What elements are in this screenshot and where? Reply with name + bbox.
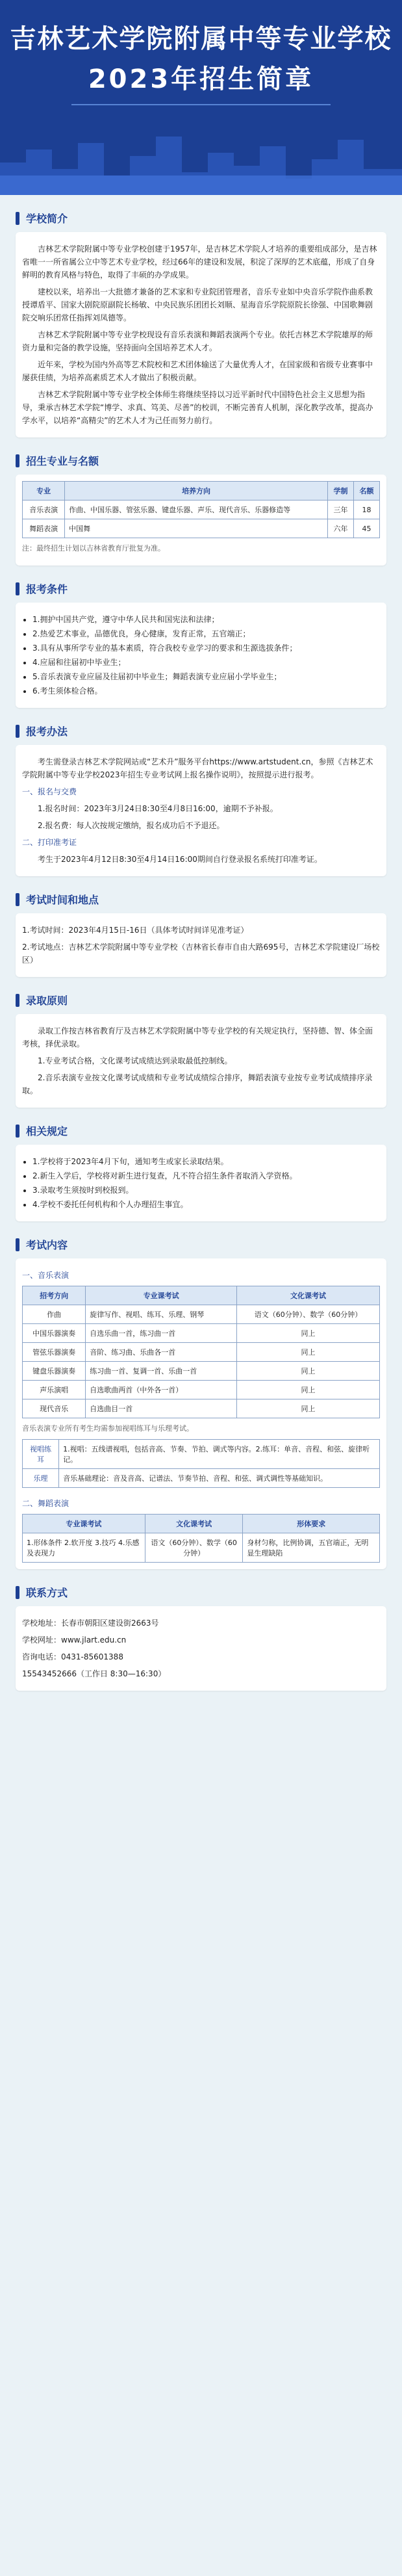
signup-subheading: 一、报名与交费 <box>22 787 77 796</box>
exam-box <box>16 913 386 977</box>
theory-val: 1.视唱：五线谱视唱，包括音高、节奏、节拍、调式等内容。2.练耳：单音、音程、和弦、旋律听记。 <box>59 1440 380 1469</box>
theory-row <box>23 1440 380 1469</box>
header-divider <box>71 104 331 105</box>
music-cell: 中国乐器演奏 <box>23 1324 86 1343</box>
music-col-cul: 文化课考试 <box>237 1286 380 1305</box>
exam-place: 2.考试地点：吉林艺术学院附属中等专业学校（吉林省长春市自由大路695号，吉林艺术学院建设厂场校区） <box>22 943 380 965</box>
intro-para-1: 吉林艺术学院附属中等专业学校创建于1957年，是吉林艺术学院人才培养的重要组成部分，是吉林省唯一一所省属公立中等艺术专业学校，经过66年的建设和发展，积淀了深厚的艺术底蕴，形成了自身鲜明的教育风格与特色，取得了丰硕的办学成果。 <box>22 244 377 280</box>
music-cell: 同上 <box>237 1343 380 1362</box>
contact-phone-2[interactable]: 15543452666（工作日 8:30—16:30） <box>22 1669 166 1678</box>
exam-time: 1.考试时间：2023年4月15日-16日（具体考试时间详见准考证） <box>22 926 249 935</box>
contact-section <box>0 1569 402 1691</box>
note-item: • 1.学校将于2023年4月下旬，通知考生或家长录取结果。 <box>32 1155 380 1168</box>
intro-title: 学校简介 <box>26 213 68 225</box>
conditions-list <box>32 613 380 697</box>
music-cell: 自选乐曲一首，练习曲一首 <box>86 1324 237 1343</box>
music-cell: 同上 <box>237 1399 380 1418</box>
music-note: 音乐表演专业所有考生均需参加视唱练耳与乐理考试。 <box>22 1424 194 1433</box>
contact-title: 联系方式 <box>26 1587 68 1599</box>
content-heading <box>16 1237 386 1252</box>
dance-col-body: 形体要求 <box>243 1515 380 1533</box>
music-subtitle: 一、音乐表演 <box>22 1271 69 1280</box>
music-cell: 自选曲目一首 <box>86 1399 237 1418</box>
signup-para: 1.报名时间：2023年3月24日8:30至4月8日16:00，逾期不予补报。 <box>38 804 278 813</box>
notes-heading <box>16 1123 386 1138</box>
condition-item: • 4.应届和往届初中毕业生； <box>32 656 380 669</box>
intro-para-2: 建校以来，培养出一大批德才兼备的艺术家和专业院团管理者，音乐专业如中央音乐学院作曲系教授谭盾平、国家大剧院原副院长杨敏、中央民族乐团团长刘顺、星海音乐学院原院长徐强、中国歌舞剧院交响乐团常任指挥刘凤德等。 <box>22 287 373 322</box>
conditions-box <box>16 603 386 708</box>
music-cell: 自选歌曲两首（中外各一首） <box>86 1381 237 1399</box>
heading-bar <box>16 1238 19 1251</box>
signup-title: 报考办法 <box>26 725 68 738</box>
intro-box <box>16 232 386 437</box>
contact-box <box>16 1606 386 1691</box>
content-section <box>0 1221 402 1569</box>
plan-col-major: 专业 <box>23 482 65 501</box>
brochure-subtitle: 2023年招生简章 <box>88 64 314 94</box>
plan-cell: 45 <box>353 519 379 538</box>
music-cell: 管弦乐器演奏 <box>23 1343 86 1362</box>
plan-cell: 18 <box>353 501 379 519</box>
plan-cell: 三年 <box>327 501 353 519</box>
contact-website[interactable]: 学校网址：www.jlart.edu.cn <box>22 1635 127 1645</box>
music-cell: 键盘乐器演奏 <box>23 1362 86 1381</box>
conditions-heading <box>16 581 386 596</box>
intro-section <box>0 195 402 437</box>
music-cell: 同上 <box>237 1362 380 1381</box>
signup-subheading: 二、打印准考证 <box>22 838 77 847</box>
admit-heading <box>16 993 386 1008</box>
condition-item: • 3.具有从事所学专业的基本素质，符合我校专业学习的要求和生源选拔条件； <box>32 642 380 655</box>
theory-val: 音乐基础理论：音及音高、记谱法、节奏节拍、音程、和弦、调式调性等基础知识。 <box>59 1469 380 1488</box>
admit-box <box>16 1014 386 1108</box>
exam-title: 考试时间和地点 <box>26 894 99 906</box>
signup-para: 2.报名费：每人次按规定缴纳，报名成功后不予退还。 <box>38 821 225 830</box>
exam-heading <box>16 892 386 907</box>
heading-bar <box>16 1125 19 1138</box>
notes-title: 相关规定 <box>26 1125 68 1138</box>
plan-section <box>0 437 402 566</box>
admit-para: 1.专业考试合格，文化课考试成绩达到录取最低控制线。 <box>38 1056 232 1065</box>
condition-item: • 2.热爱艺术事业，品德优良，身心健康，发育正常，五官端正； <box>32 627 380 640</box>
notes-section <box>0 1108 402 1221</box>
dance-col-cul: 文化课考试 <box>145 1515 243 1533</box>
header-banner <box>0 0 402 195</box>
condition-item: • 6.考生须体检合格。 <box>32 684 380 697</box>
plan-row <box>23 501 380 519</box>
signup-section <box>0 708 402 876</box>
plan-note: 注：最终招生计划以吉林省教育厅批复为准。 <box>22 544 165 553</box>
heading-bar <box>16 1586 19 1599</box>
plan-box <box>16 475 386 566</box>
music-row <box>23 1399 380 1418</box>
content-box <box>16 1258 386 1569</box>
contact-phone[interactable]: 咨询电话：0431-85601388 <box>22 1652 123 1661</box>
footer-space <box>0 1691 402 1706</box>
notes-list <box>32 1155 380 1211</box>
music-row <box>23 1305 380 1324</box>
contact-heading <box>16 1585 386 1600</box>
dance-subtitle: 二、舞蹈表演 <box>22 1499 69 1508</box>
heading-bar <box>16 994 19 1007</box>
condition-item: • 5.音乐表演专业应届及往届初中毕业生；舞蹈表演专业应届小学毕业生； <box>32 670 380 683</box>
admit-para: 2.音乐表演专业按文化课考试成绩和专业考试成绩综合排序，舞蹈表演专业按专业考试成绩排序录取。 <box>22 1073 373 1095</box>
dance-exam-table <box>22 1514 380 1563</box>
plan-col-quota: 名额 <box>353 482 379 501</box>
dance-col-pro: 专业课考试 <box>23 1515 145 1533</box>
plan-col-direction: 培养方向 <box>65 482 328 501</box>
signup-para: 考生需登录吉林艺术学院网站或“艺术升”服务平台https://www.artstudent.cn，参照《吉林艺术学院附属中等专业学校2023年招生专业考试网上报名操作说明》，按照提示进行报考。 <box>22 757 373 779</box>
contact-address: 学校地址：长春市朝阳区建设街2663号 <box>22 1619 159 1628</box>
intro-para-5: 吉林艺术学院附属中等专业学校全体师生将继续坚持以习近平新时代中国特色社会主义思想为指导，秉承吉林艺术学院“博学、求真、笃美、尽善”的校训，不断完善育人机制，深化教学改革，提高办学水平，以培养“高精尖”的艺术人才为己任而努力前行。 <box>22 390 373 425</box>
music-cell: 作曲 <box>23 1305 86 1324</box>
plan-col-years: 学制 <box>327 482 353 501</box>
music-cell: 语文（60分钟）、数学（60分钟） <box>237 1305 380 1324</box>
theory-key: 视唱练耳 <box>23 1440 59 1469</box>
intro-heading <box>16 211 386 226</box>
plan-row <box>23 519 380 538</box>
admit-section <box>0 977 402 1108</box>
music-cell: 音阶、练习曲、乐曲各一首 <box>86 1343 237 1362</box>
conditions-section <box>0 566 402 708</box>
plan-title: 招生专业与名额 <box>26 455 99 467</box>
music-col-dir: 招考方向 <box>23 1286 86 1305</box>
theory-table <box>22 1439 380 1488</box>
note-item: • 3.录取考生须按时到校报到。 <box>32 1184 380 1197</box>
dance-cell: 身材匀称，比例协调，五官端正，无明显生理缺陷 <box>243 1533 380 1563</box>
music-col-pro: 专业课考试 <box>86 1286 237 1305</box>
music-cell: 同上 <box>237 1324 380 1343</box>
conditions-title: 报考条件 <box>26 583 68 595</box>
dance-cell: 语文（60分钟）、数学（60分钟） <box>145 1533 243 1563</box>
exam-section <box>0 876 402 977</box>
plan-cell: 舞蹈表演 <box>23 519 65 538</box>
music-cell: 同上 <box>237 1381 380 1399</box>
music-cell: 声乐演唱 <box>23 1381 86 1399</box>
heading-bar <box>16 212 19 225</box>
music-exam-table <box>22 1286 380 1418</box>
music-cell: 现代音乐 <box>23 1399 86 1418</box>
content-title: 考试内容 <box>26 1239 68 1251</box>
intro-para-3: 吉林艺术学院附属中等专业学校现设有音乐表演和舞蹈表演两个专业。依托吉林艺术学院雄厚的师资力量和完备的教学设施，坚持面向全国培养艺术人才。 <box>22 330 373 352</box>
notes-box <box>16 1145 386 1221</box>
condition-item: • 1.拥护中国共产党，遵守中华人民共和国宪法和法律； <box>32 613 380 626</box>
signup-box <box>16 745 386 876</box>
heading-bar <box>16 454 19 467</box>
note-item: • 2.新生入学后，学校将对新生进行复查，凡不符合招生条件者取消入学资格。 <box>32 1169 380 1182</box>
music-cell: 旋律写作、视唱、练耳、乐理、钢琴 <box>86 1305 237 1324</box>
admit-title: 录取原则 <box>26 995 68 1007</box>
music-row <box>23 1362 380 1381</box>
dance-row <box>23 1533 380 1563</box>
theory-key: 乐理 <box>23 1469 59 1488</box>
school-title: 吉林艺术学院附属中等专业学校 <box>10 24 392 54</box>
music-cell: 练习曲一首、复调一首、乐曲一首 <box>86 1362 237 1381</box>
plan-cell: 六年 <box>327 519 353 538</box>
heading-bar <box>16 725 19 738</box>
signup-para: 考生于2023年4月12日8:30至4月14日16:00期间自行登录报名系统打印准考证。 <box>38 855 322 864</box>
music-row <box>23 1381 380 1399</box>
plan-cell: 音乐表演 <box>23 501 65 519</box>
theory-row <box>23 1469 380 1488</box>
admit-para: 录取工作按吉林省教育厅及吉林艺术学院附属中等专业学校的有关规定执行，坚持德、智、体全面考核，择优录取。 <box>22 1026 373 1048</box>
plan-cell: 中国舞 <box>65 519 328 538</box>
dance-cell: 1.形体条件 2.软开度 3.技巧 4.乐感及表现力 <box>23 1533 145 1563</box>
signup-heading <box>16 723 386 738</box>
music-row <box>23 1324 380 1343</box>
plan-table <box>22 481 380 538</box>
skyline-illustration <box>0 117 402 195</box>
music-row <box>23 1343 380 1362</box>
spacer <box>22 1488 380 1493</box>
heading-bar <box>16 893 19 906</box>
note-item: • 4.学校不委托任何机构和个人办理招生事宜。 <box>32 1198 380 1211</box>
plan-heading <box>16 453 386 468</box>
heading-bar <box>16 582 19 595</box>
intro-para-4: 近年来，学校为国内外高等艺术院校和艺术团体输送了大量优秀人才，在国家级和省级专业赛事中屡获佳绩，为培养高素质艺术人才做出了积极贡献。 <box>22 360 373 382</box>
plan-cell: 作曲、中国乐器、管弦乐器、键盘乐器、声乐、现代音乐、乐器修造等 <box>65 501 328 519</box>
